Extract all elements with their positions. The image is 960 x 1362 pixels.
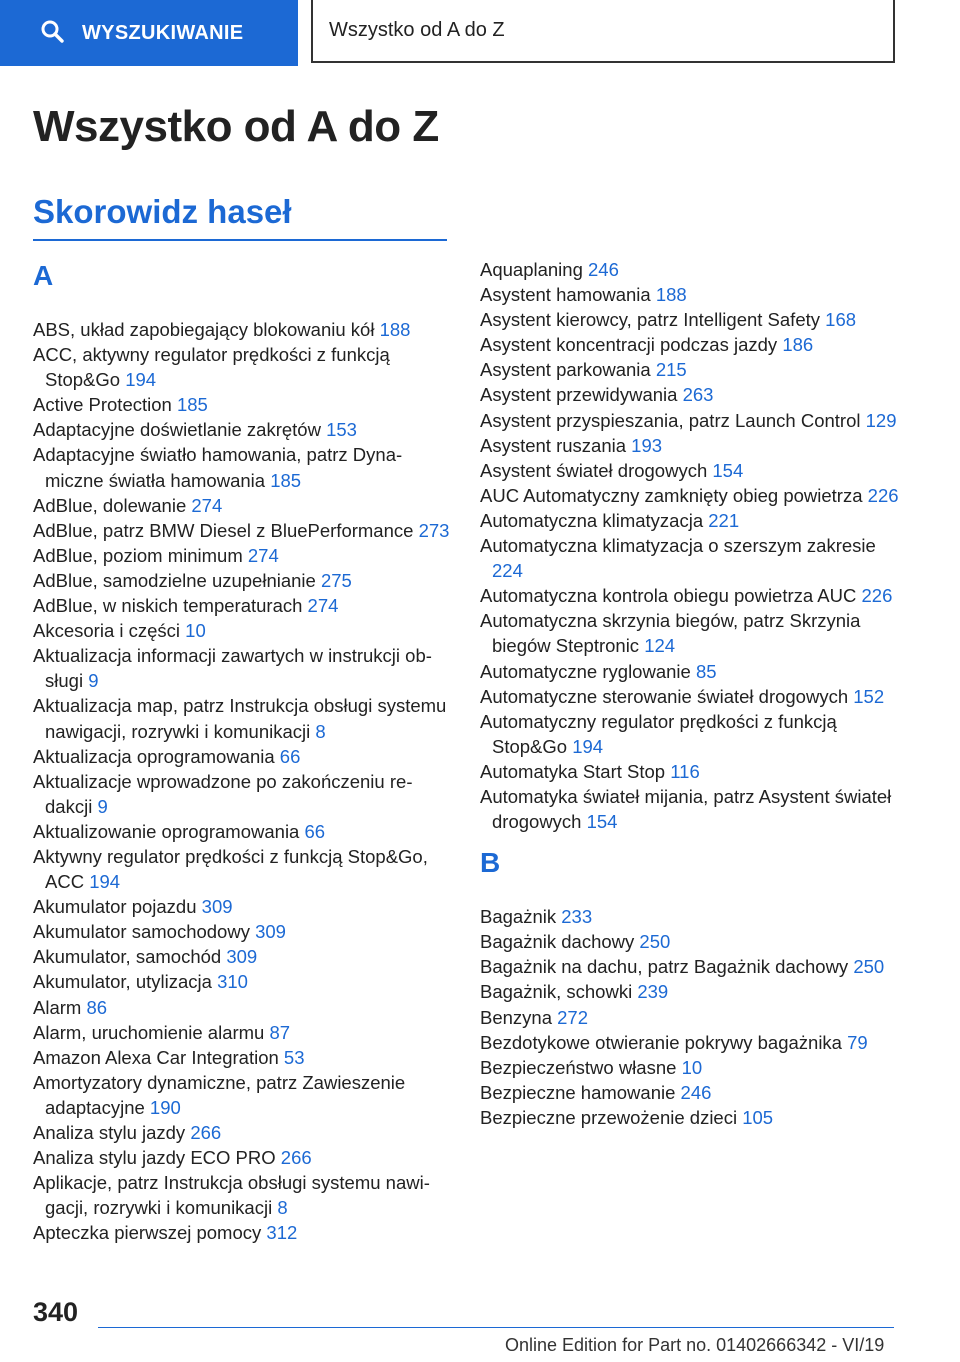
- entry-page-link[interactable]: 190: [149, 1096, 181, 1118]
- entry-page-link[interactable]: 193: [631, 434, 663, 456]
- index-entry: [480, 433, 900, 458]
- index-entry: [480, 483, 900, 508]
- entry-page-link[interactable]: 309: [226, 946, 258, 968]
- entry-text: Aktualizowanie oprogramowania: [33, 820, 300, 842]
- entry-text: Bagażnik dachowy: [480, 931, 635, 953]
- index-entry: [33, 769, 453, 819]
- entry-text: Bezpieczeństwo własne: [480, 1056, 677, 1078]
- entry-page-link[interactable]: 10: [681, 1056, 703, 1078]
- entry-text: Asystent przewidywania: [480, 384, 678, 406]
- entry-page-link[interactable]: 224: [492, 560, 523, 582]
- letter-heading-a: A: [33, 260, 54, 291]
- entry-text: Bezdotykowe otwieranie pokrywy bagażnika: [480, 1031, 842, 1053]
- index-entry: [480, 1105, 900, 1130]
- entry-text: Asystent koncentracji podczas jazdy: [480, 334, 778, 356]
- footer-edition-text: Online Edition for Part no. 01402666342 - VI/19: [505, 1335, 885, 1355]
- entry-page-link[interactable]: 226: [867, 484, 899, 506]
- index-entry: [33, 317, 453, 342]
- index-entry: [33, 493, 453, 518]
- index-column-left: [33, 257, 453, 1245]
- entry-page-link[interactable]: 221: [708, 509, 740, 531]
- entry-text: Active Protection: [33, 394, 172, 416]
- search-icon: [40, 19, 64, 48]
- index-entry: [33, 392, 453, 417]
- entry-text: Alarm: [33, 996, 82, 1018]
- index-entry: [33, 518, 453, 543]
- entry-text: Automatyczna skrzynia biegów, patrz Skrzynia biegów Steptronic: [480, 610, 861, 657]
- entry-text: Bagażnik na dachu, patrz Bagażnik dachowy: [480, 956, 849, 978]
- entry-page-link[interactable]: 66: [279, 745, 301, 767]
- index-entry: [33, 969, 453, 994]
- entry-page-link[interactable]: 272: [557, 1006, 589, 1028]
- entry-text: Akumulator, utylizacja: [33, 971, 212, 993]
- entry-page-link[interactable]: 186: [782, 334, 814, 356]
- index-entry: [480, 408, 900, 433]
- entry-text: AUC Automatyczny zamknięty obieg powietrza: [480, 484, 863, 506]
- index-entry: [480, 904, 900, 929]
- index-entry: [480, 1030, 900, 1055]
- entry-page-link[interactable]: 188: [379, 319, 411, 340]
- entry-page-link[interactable]: 86: [86, 996, 108, 1018]
- top-bar: [0, 0, 960, 66]
- entry-text: Analiza stylu jazdy ECO PRO: [33, 1147, 276, 1169]
- entry-page-link[interactable]: 188: [655, 284, 687, 306]
- index-entry: [480, 1080, 900, 1105]
- entry-text: Amazon Alexa Car Integration: [33, 1046, 279, 1068]
- entry-text: Bagażnik: [480, 906, 557, 928]
- index-entry: [33, 693, 453, 743]
- breadcrumb[interactable]: [311, 0, 895, 63]
- entry-page-link[interactable]: 53: [283, 1046, 305, 1068]
- entry-text: Bagażnik, schowki: [480, 981, 633, 1003]
- index-entry: [480, 332, 900, 357]
- entry-text: Benzyna: [480, 1006, 552, 1028]
- entry-text: Aktualizacje wprowadzone po zakończeniu redakcji: [33, 770, 413, 817]
- entry-text: Analiza stylu jazdy: [33, 1122, 186, 1143]
- entry-text: Asystent ruszania: [480, 434, 627, 456]
- index-entry: [480, 1055, 900, 1080]
- index-entry: [33, 568, 453, 593]
- section-subtitle: Skorowidz haseł: [33, 193, 292, 230]
- entry-text: AdBlue, patrz BMW Diesel z BluePerformance: [33, 519, 414, 541]
- index-entry: [33, 894, 453, 919]
- index-entry: [33, 995, 453, 1020]
- entry-text: Amortyzatory dynamiczne, patrz Zawieszenie adaptacyjne: [33, 1071, 406, 1118]
- entry-text: Aplikacje, patrz Instrukcja obsługi systemu nawigacji, rozrywki i komunikacji: [33, 1172, 430, 1219]
- index-entry: [480, 533, 900, 583]
- entry-page-link[interactable]: 116: [670, 760, 700, 782]
- index-entry: [480, 382, 900, 407]
- index-list-b: [480, 904, 900, 1130]
- index-entry: [33, 417, 453, 442]
- entry-page-link[interactable]: 309: [201, 896, 233, 918]
- entry-page-link[interactable]: 154: [586, 811, 618, 833]
- index-entry: [33, 1220, 453, 1245]
- entry-page-link[interactable]: 266: [280, 1147, 312, 1169]
- entry-page-link[interactable]: 310: [217, 971, 248, 993]
- letter-heading-b: B: [480, 847, 501, 879]
- entry-text: Automatyczna klimatyzacja: [480, 509, 704, 531]
- entry-page-link[interactable]: 185: [176, 394, 208, 416]
- entry-text: Alarm, uruchomienie alarmu: [33, 1021, 265, 1043]
- entry-page-link[interactable]: 274: [247, 544, 279, 566]
- entry-text: Asystent świateł drogowych: [480, 459, 708, 481]
- entry-text: Akumulator, samochód: [33, 946, 222, 968]
- entry-page-link[interactable]: 8: [315, 720, 326, 742]
- index-entry: [33, 643, 453, 693]
- index-list-a-continued: [480, 257, 900, 834]
- entry-page-link[interactable]: 250: [639, 931, 671, 953]
- entry-page-link[interactable]: 263: [682, 384, 714, 406]
- entry-page-link[interactable]: 194: [89, 871, 121, 893]
- entry-page-link[interactable]: 105: [742, 1106, 774, 1128]
- entry-page-link[interactable]: 226: [861, 585, 893, 607]
- entry-page-link[interactable]: 233: [561, 906, 593, 928]
- index-entry: [480, 282, 900, 307]
- entry-text: ACC, aktywny regulator prędkości z funkcją Stop&Go: [33, 344, 390, 391]
- page-title: Wszystko od A do Z: [33, 102, 439, 151]
- entry-text: Aktualizacja oprogramowania: [33, 745, 275, 767]
- index-entry: [480, 307, 900, 332]
- entry-page-link[interactable]: 124: [644, 635, 676, 657]
- entry-text: Akumulator samochodowy: [33, 921, 250, 943]
- index-entry: [33, 1120, 453, 1145]
- page-number: 340: [33, 1297, 79, 1327]
- index-entry: [480, 608, 900, 658]
- entry-text: Akcesoria i części: [33, 620, 181, 642]
- index-entry: [480, 759, 900, 784]
- subtitle-divider: [33, 239, 447, 241]
- entry-page-link[interactable]: 9: [97, 795, 108, 817]
- breadcrumb-label: Wszystko od A do Z: [329, 19, 505, 41]
- index-entry: [33, 442, 453, 492]
- entry-text: Akumulator pojazdu: [33, 896, 197, 918]
- entry-text: Bezpieczne przewożenie dzieci: [480, 1106, 738, 1128]
- entry-text: Automatyczne sterowanie świateł drogowych: [480, 685, 849, 707]
- index-entry: [480, 458, 900, 483]
- entry-page-link[interactable]: 250: [853, 956, 885, 978]
- entry-text: Automatyczny regulator prędkości z funkcją Stop&Go: [480, 710, 837, 757]
- index-entry: [33, 593, 453, 618]
- entry-text: Asystent kierowcy, patrz Intelligent Safety: [480, 309, 821, 331]
- search-label: WYSZUKIWANIE: [82, 21, 244, 44]
- entry-page-link[interactable]: 273: [418, 519, 450, 541]
- index-entry: [480, 709, 900, 759]
- index-entry: [33, 1020, 453, 1045]
- entry-page-link[interactable]: 215: [655, 359, 687, 381]
- entry-text: Bezpieczne hamowanie: [480, 1081, 676, 1103]
- index-entry: [33, 1070, 453, 1120]
- index-entry: [480, 929, 900, 954]
- index-entry: [480, 659, 900, 684]
- index-entry: [480, 357, 900, 382]
- index-entry: [33, 342, 453, 392]
- index-entry: [33, 919, 453, 944]
- index-entry: [480, 979, 900, 1004]
- entry-page-link[interactable]: 246: [680, 1081, 712, 1103]
- entry-text: Aktywny regulator prędkości z funkcją Stop&Go, ACC: [33, 845, 428, 893]
- entry-text: Automatyczna kontrola obiegu powietrza AUC: [480, 585, 857, 607]
- entry-page-link[interactable]: 85: [695, 660, 717, 682]
- entry-text: Adaptacyjne doświetlanie zakrętów: [33, 419, 321, 441]
- entry-page-link[interactable]: 309: [255, 921, 286, 943]
- index-entry: [33, 618, 453, 643]
- entry-page-link[interactable]: 9: [88, 670, 99, 692]
- index-column-right: [480, 257, 900, 1130]
- entry-text: Adaptacyjne światło hamowania, patrz Dynamiczne światła hamowania: [33, 444, 403, 491]
- entry-page-link[interactable]: 168: [825, 309, 857, 331]
- entry-page-link[interactable]: 266: [190, 1122, 222, 1143]
- index-entry: [33, 819, 453, 844]
- entry-page-link[interactable]: 154: [712, 459, 744, 481]
- index-entry: [480, 257, 900, 282]
- index-entry: [33, 1145, 453, 1170]
- entry-page-link[interactable]: 194: [572, 735, 604, 757]
- entry-page-link[interactable]: 87: [269, 1021, 291, 1043]
- index-entry: [480, 508, 900, 533]
- entry-text: Aquaplaning: [480, 259, 583, 280]
- index-entry: [33, 744, 453, 769]
- entry-text: Aktualizacja informacji zawartych w instrukcji obsługi: [33, 645, 432, 692]
- entry-page-link[interactable]: 312: [266, 1222, 298, 1244]
- index-entry: [33, 844, 453, 894]
- index-entry: [480, 1005, 900, 1030]
- entry-page-link[interactable]: 8: [277, 1197, 288, 1219]
- entry-page-link[interactable]: 274: [307, 595, 339, 617]
- index-list-a: [33, 317, 453, 1245]
- entry-page-link[interactable]: 274: [191, 494, 223, 516]
- index-entry: [480, 684, 900, 709]
- index-entry: [33, 543, 453, 568]
- entry-text: ABS, układ zapobiegający blokowaniu kół: [33, 319, 375, 340]
- entry-page-link[interactable]: 246: [588, 259, 619, 280]
- search-button[interactable]: [0, 0, 298, 66]
- entry-page-link[interactable]: 275: [320, 569, 352, 591]
- entry-page-link[interactable]: 185: [270, 469, 302, 491]
- index-entry: [33, 944, 453, 969]
- entry-text: Automatyczne ryglowanie: [480, 660, 691, 682]
- index-entry: [33, 1170, 453, 1220]
- index-entry: [480, 784, 900, 834]
- entry-text: Automatyka Start Stop: [480, 760, 666, 782]
- entry-page-link[interactable]: 194: [125, 369, 157, 391]
- entry-text: Automatyczna klimatyzacja o szerszym zakresie: [480, 535, 876, 557]
- entry-page-link[interactable]: 153: [326, 419, 357, 441]
- entry-text: Apteczka pierwszej pomocy: [33, 1222, 262, 1244]
- entry-text: Asystent parkowania: [480, 359, 651, 381]
- entry-text: AdBlue, samodzielne uzupełnianie: [33, 569, 316, 591]
- entry-text: AdBlue, dolewanie: [33, 494, 187, 516]
- entry-text: AdBlue, w niskich temperaturach: [33, 595, 303, 617]
- entry-page-link[interactable]: 79: [847, 1031, 868, 1053]
- entry-text: AdBlue, poziom minimum: [33, 544, 243, 566]
- entry-page-link[interactable]: 239: [637, 981, 669, 1003]
- entry-text: Automatyka świateł mijania, patrz Asystent świateł drogowych: [480, 785, 892, 833]
- entry-page-link[interactable]: 10: [185, 620, 206, 642]
- entry-text: Aktualizacja map, patrz Instrukcja obsługi systemu nawigacji, rozrywki i komunikacji: [33, 695, 447, 742]
- entry-page-link[interactable]: 129: [865, 409, 897, 431]
- entry-text: Asystent hamowania: [480, 284, 651, 306]
- entry-page-link[interactable]: 152: [853, 685, 885, 707]
- index-entry: [480, 583, 900, 608]
- entry-text: Asystent przyspieszania, patrz Launch Control: [480, 409, 861, 431]
- entry-page-link[interactable]: 66: [304, 820, 326, 842]
- index-entry: [33, 1045, 453, 1070]
- footer-divider: [98, 1327, 894, 1328]
- index-entry: [480, 954, 900, 979]
